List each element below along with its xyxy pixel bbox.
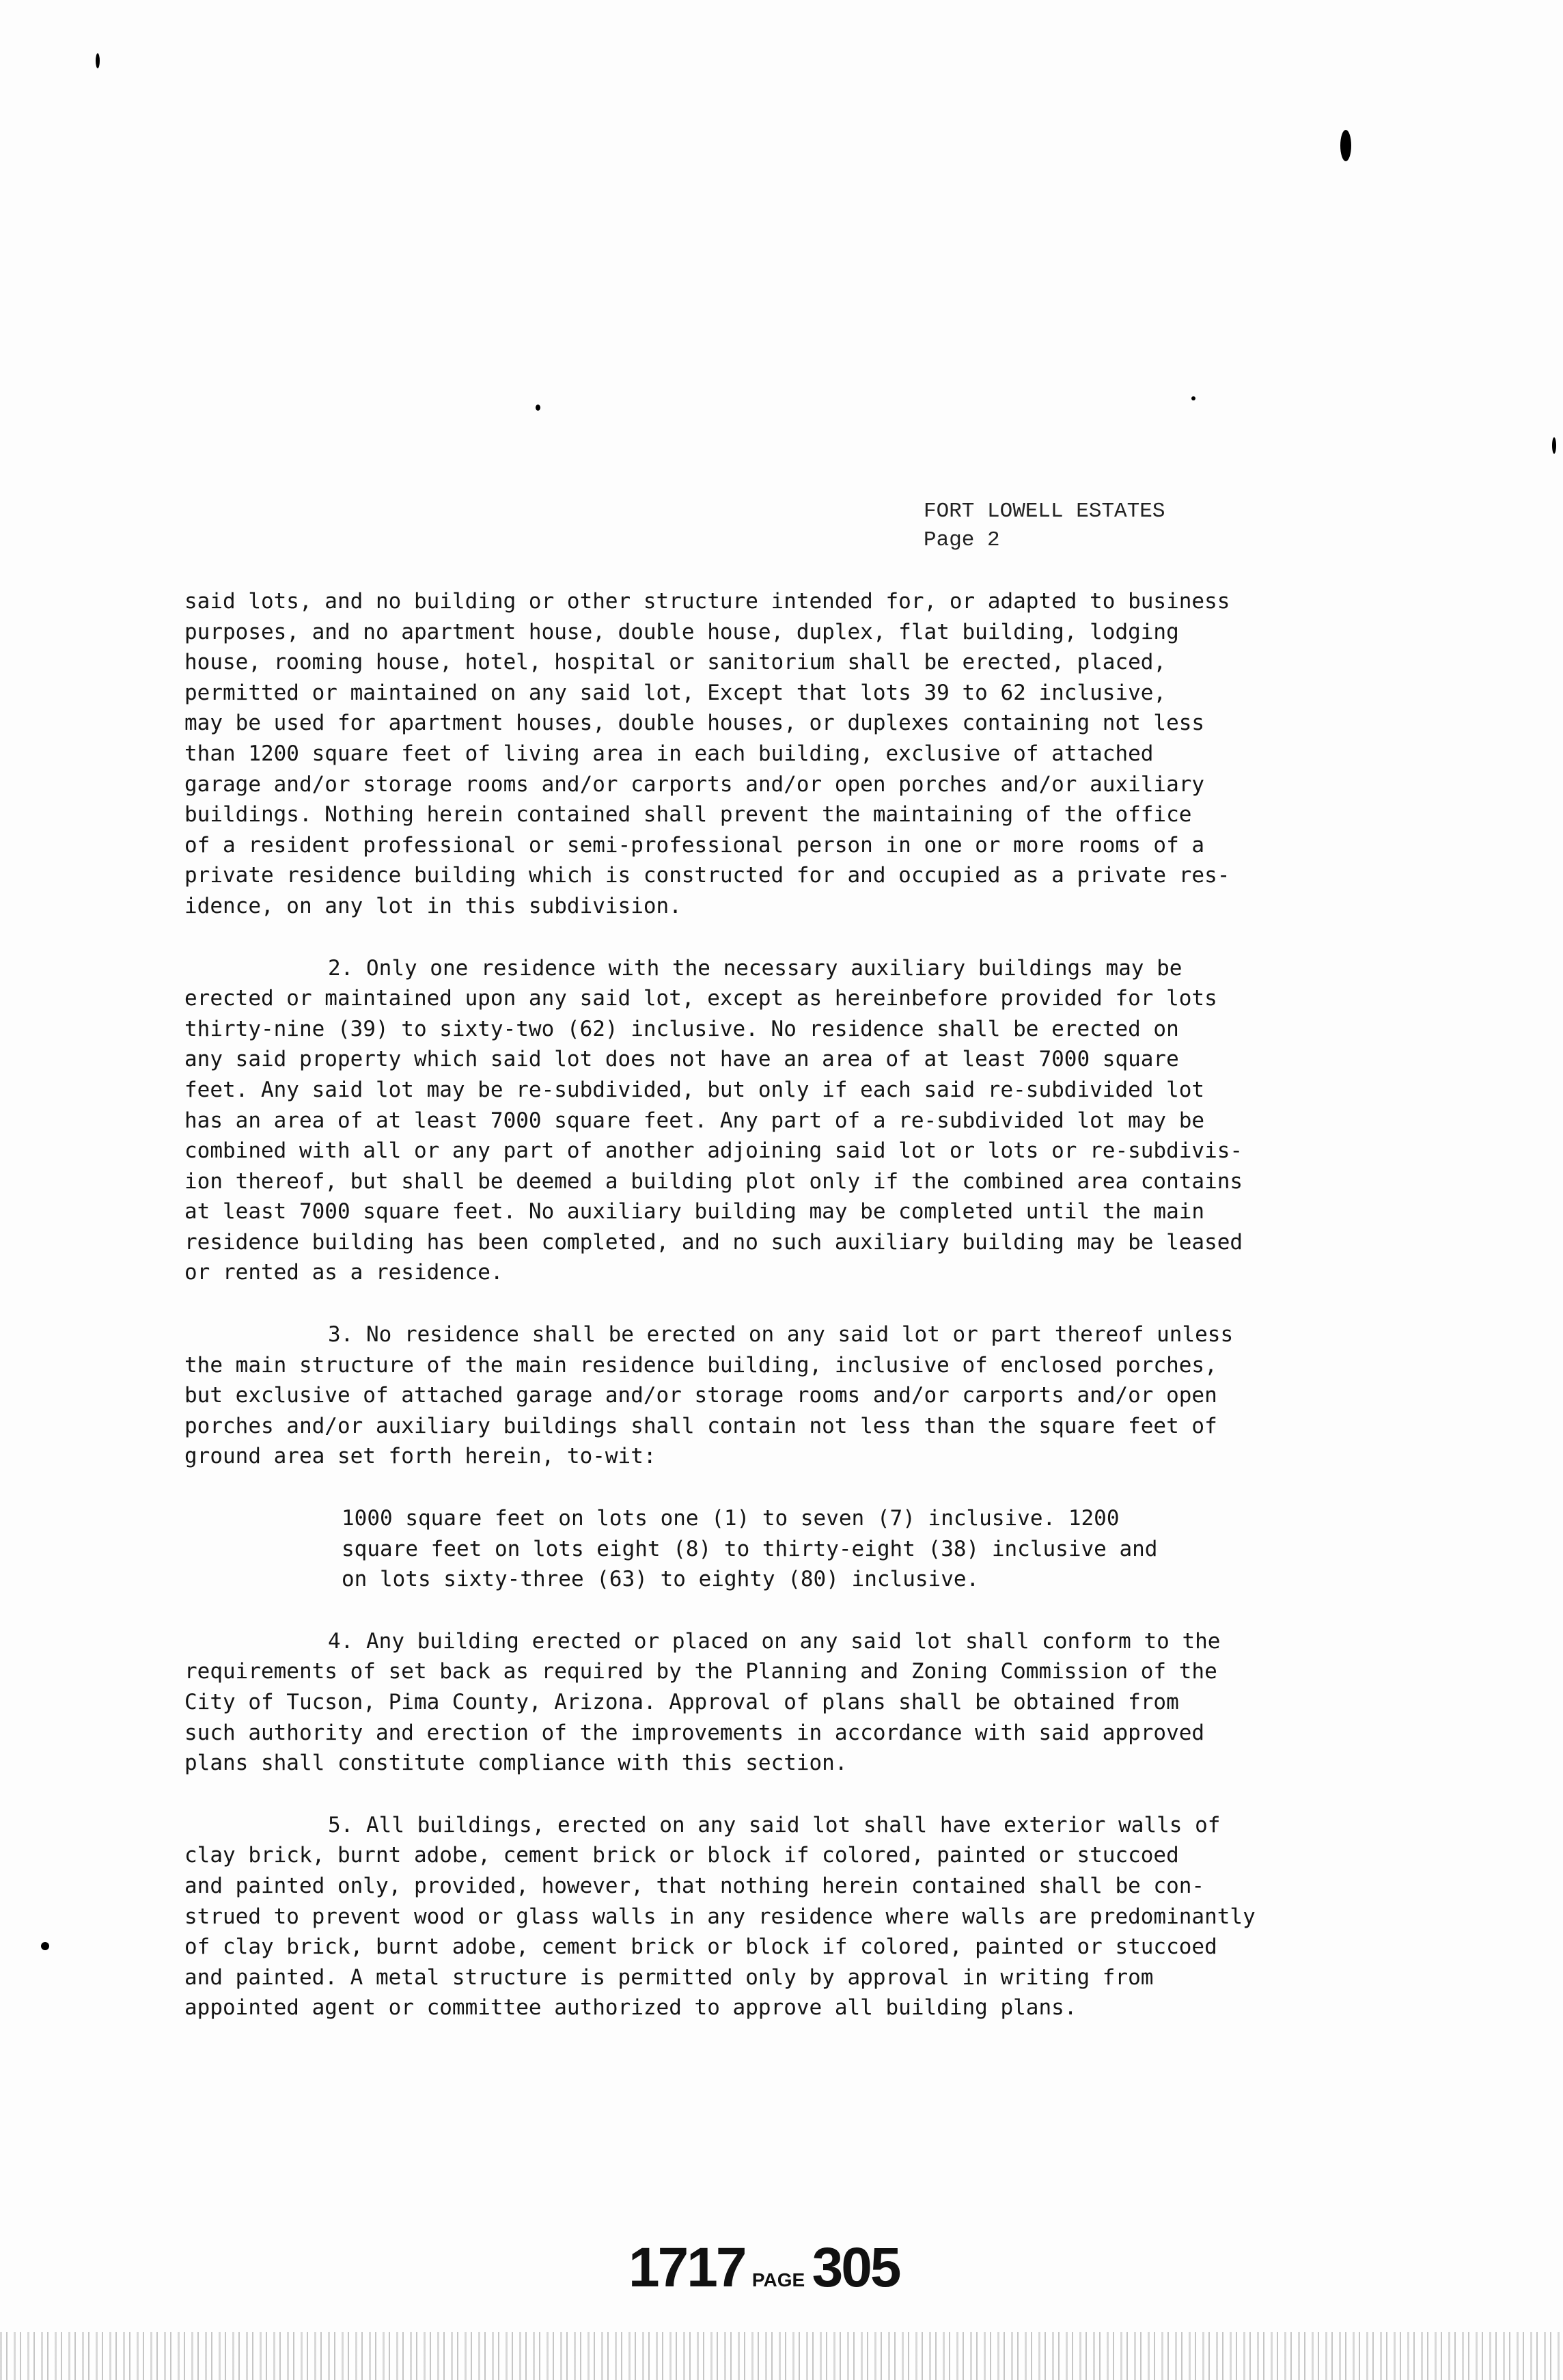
document-title: FORT LOWELL ESTATES bbox=[924, 500, 1165, 523]
text-line: thirty-nine (39) to sixty-two (62) inclusive. No residence shall be erected on bbox=[184, 1016, 1179, 1041]
paragraph bbox=[184, 586, 1455, 922]
text-line: erected or maintained upon any said lot, except as hereinbefore provided for lots bbox=[184, 986, 1217, 1011]
text-line: house, rooming house, hotel, hospital or sanitorium shall be erected, placed, bbox=[184, 650, 1167, 675]
text-line: City of Tucson, Pima County, Arizona. Approval of plans shall be obtained from bbox=[184, 1690, 1179, 1714]
text-line: residence building has been completed, and no such auxiliary building may be leased bbox=[184, 1229, 1243, 1255]
text-line: buildings. Nothing herein contained shall prevent the maintaining of the office bbox=[184, 802, 1192, 827]
text-line: plans shall constitute compliance with this section. bbox=[184, 1751, 848, 1776]
scan-edge-noise bbox=[0, 2332, 1563, 2380]
text-line: and painted. A metal structure is permitted only by approval in writing from bbox=[184, 1965, 1154, 1990]
text-line: 4. Any building erected or placed on any said lot shall conform to the bbox=[328, 1628, 1221, 1654]
text-line: of clay brick, burnt adobe, cement brick or block if colored, painted or stuccoed bbox=[184, 1934, 1217, 1960]
text-line: clay brick, burnt adobe, cement brick or block if colored, painted or stuccoed bbox=[184, 1843, 1179, 1868]
recording-page-number: 305 bbox=[812, 2237, 900, 2299]
scan-speck bbox=[41, 1942, 49, 1950]
text-line: or rented as a residence. bbox=[184, 1260, 503, 1285]
scan-speck bbox=[96, 53, 100, 68]
text-line: 1000 square feet on lots one (1) to seven (7) inclusive. 1200 bbox=[342, 1506, 1120, 1531]
text-line: ground area set forth herein, to-wit: bbox=[184, 1444, 656, 1469]
text-line: than 1200 square feet of living area in each building, exclusive of attached bbox=[184, 741, 1154, 766]
text-line: requirements of set back as required by the Planning and Zoning Commission of the bbox=[184, 1659, 1217, 1684]
text-line: feet. Any said lot may be re-subdivided, but only if each said re-subdivided lot bbox=[184, 1077, 1205, 1102]
book-number: 1717 bbox=[628, 2237, 745, 2299]
text-line: purposes, and no apartment house, double house, duplex, flat building, lodging bbox=[184, 619, 1179, 644]
text-line: ion thereof, but shall be deemed a building plot only if the combined area contains bbox=[184, 1168, 1243, 1194]
text-line: private residence building which is constructed for and occupied as a private res- bbox=[184, 863, 1230, 888]
text-line: said lots, and no building or other structure intended for, or adapted to business bbox=[184, 589, 1230, 614]
text-line: porches and/or auxiliary buildings shall contain not less than the square feet of bbox=[184, 1413, 1217, 1438]
text-line: such authority and erection of the improvements in accordance with said approved bbox=[184, 1720, 1205, 1745]
text-line: combined with all or any part of another adjoining said lot or lots or re-subdivis- bbox=[184, 1138, 1243, 1164]
text-line: 2. Only one residence with the necessary auxiliary buildings may be bbox=[328, 955, 1182, 981]
text-line: 5. All buildings, erected on any said lot shall have exterior walls of bbox=[328, 1812, 1221, 1837]
text-line: at least 7000 square feet. No auxiliary building may be completed until the main bbox=[184, 1199, 1205, 1225]
paragraph bbox=[184, 1810, 1455, 2023]
scan-speck bbox=[1340, 130, 1351, 161]
page-number: Page 2 bbox=[924, 528, 1000, 552]
area-requirement-block bbox=[342, 1503, 1366, 1595]
text-line: any said property which said lot does not have an area of at least 7000 square bbox=[184, 1047, 1179, 1072]
scan-speck bbox=[1552, 437, 1556, 454]
paragraph bbox=[184, 1319, 1455, 1472]
text-line: permitted or maintained on any said lot, Except that lots 39 to 62 inclusive, bbox=[184, 680, 1167, 705]
scan-speck bbox=[536, 405, 540, 411]
scan-speck bbox=[1191, 396, 1195, 400]
paragraph bbox=[184, 953, 1455, 1289]
text-line: garage and/or storage rooms and/or carports and/or open porches and/or auxiliary bbox=[184, 771, 1205, 797]
text-line: of a resident professional or semi-professional person in one or more rooms of a bbox=[184, 832, 1205, 858]
text-line: 3. No residence shall be erected on any said lot or part thereof unless bbox=[328, 1322, 1234, 1348]
text-line: has an area of at least 7000 square feet. Any part of a re-subdivided lot may be bbox=[184, 1108, 1205, 1133]
document-header bbox=[924, 497, 1165, 555]
text-line: square feet on lots eight (8) to thirty-eight (38) inclusive and bbox=[342, 1536, 1158, 1561]
text-line: but exclusive of attached garage and/or storage rooms and/or carports and/or open bbox=[184, 1383, 1217, 1408]
text-line: on lots sixty-three (63) to eighty (80) inclusive. bbox=[342, 1567, 980, 1592]
text-line: idence, on any lot in this subdivision. bbox=[184, 893, 682, 918]
page-label: PAGE bbox=[751, 2269, 805, 2290]
text-line: may be used for apartment houses, double houses, or duplexes containing not less bbox=[184, 711, 1205, 736]
recording-stamp bbox=[628, 2236, 899, 2300]
text-line: appointed agent or committee authorized to approve all building plans. bbox=[184, 1995, 1077, 2021]
paragraph bbox=[184, 1626, 1455, 1779]
document-body bbox=[184, 586, 1455, 2055]
text-line: strued to prevent wood or glass walls in any residence where walls are predominantly bbox=[184, 1904, 1256, 1929]
text-line: and painted only, provided, however, that nothing herein contained shall be con- bbox=[184, 1873, 1205, 1898]
text-line: the main structure of the main residence building, inclusive of enclosed porches, bbox=[184, 1352, 1217, 1378]
